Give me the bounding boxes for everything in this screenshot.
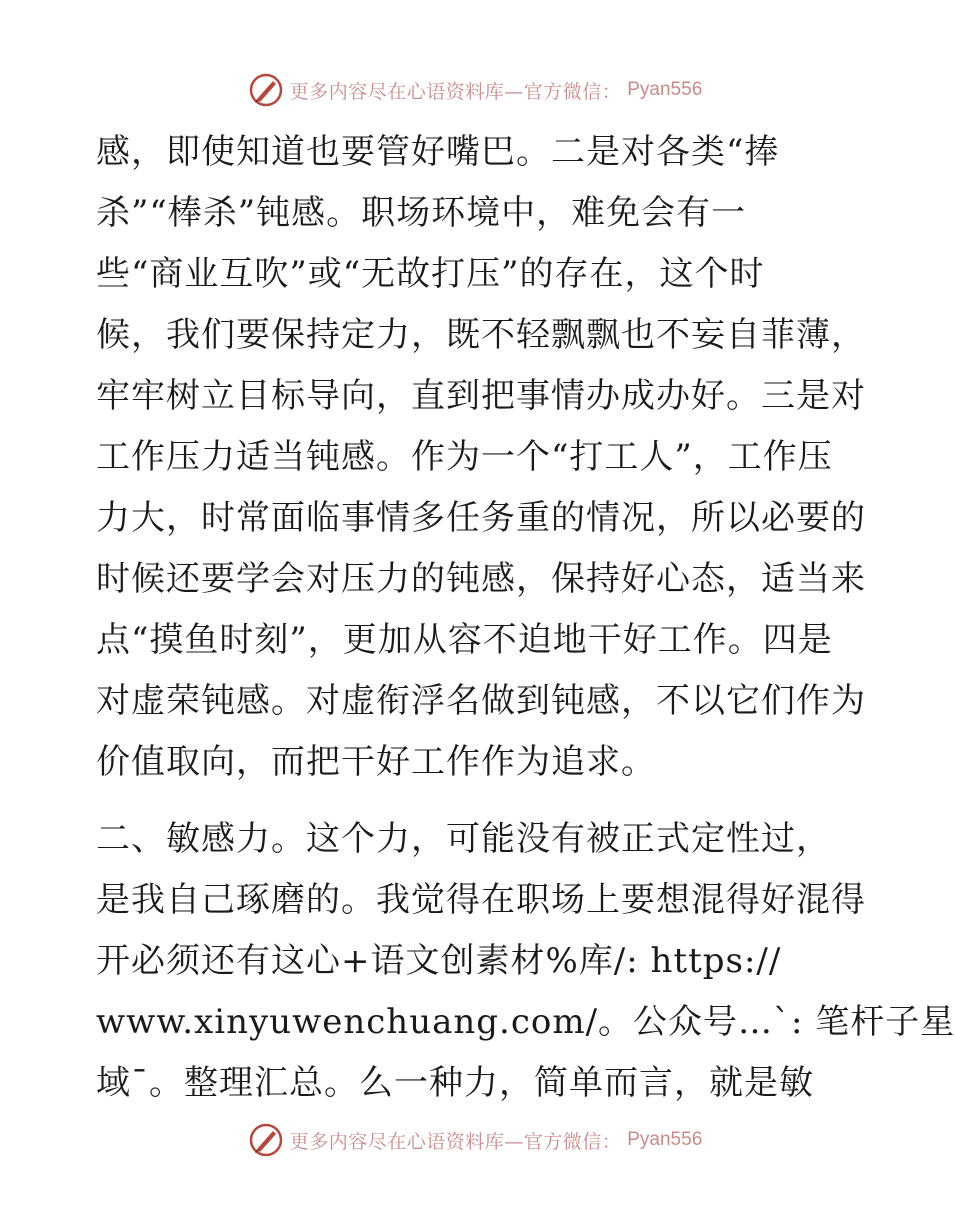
pen-logo-icon [248,1122,284,1158]
body-line: 点“摸鱼时刻”，更加从容不迫地干好工作。四是 [96,620,833,660]
body-line: 价值取向，而把干好工作作为追求。 [96,742,656,782]
body-line: 工作压力适当钝感。作为一个“打工人”，工作压 [96,437,833,477]
body-line: 域¯。整理汇总。么一种力，简单而言，就是敏 [96,1063,814,1103]
header-banner-wechat: Pyan556 [627,79,703,100]
footer-banner-wechat: Pyan556 [627,1129,703,1150]
body-line: 开必须还有这心+语文创素材%库/: https:// [96,941,782,981]
body-line: 是我自己琢磨的。我觉得在职场上要想混得好混得 [96,880,866,920]
pen-logo-icon [248,72,284,108]
body-line: 对虚荣钝感。对虚衔浮名做到钝感，不以它们作为 [96,681,866,721]
footer-banner [0,1120,950,1160]
body-line: 些“商业互吹”或“无故打压”的存在，这个时 [96,254,765,294]
body-line: www.xinyuwenchuang.com/。公众号…`: 笔杆子星 [96,1002,955,1042]
body-line: 杀”“棒杀”钝感。职场环境中，难免会有一 [96,193,747,233]
footer-banner-text: 更多内容尽在心语资料库—官方微信： [289,1130,622,1153]
body-line: 力大，时常面临事情多任务重的情况，所以必要的 [96,498,866,538]
body-line: 时候还要学会对压力的钝感，保持好心态，适当来 [96,559,866,599]
document-body [96,122,955,1114]
body-line: 二、敏感力。这个力，可能没有被正式定性过， [96,819,831,859]
header-banner-text: 更多内容尽在心语资料库—官方微信： [289,80,622,103]
header-banner [0,70,950,110]
body-line: 牢牢树立目标导向，直到把事情办成办好。三是对 [96,376,866,416]
body-line: 感，即使知道也要管好嘴巴。二是对各类“捧 [96,132,780,172]
body-line: 候，我们要保持定力，既不轻飘飘也不妄自菲薄， [96,315,866,355]
